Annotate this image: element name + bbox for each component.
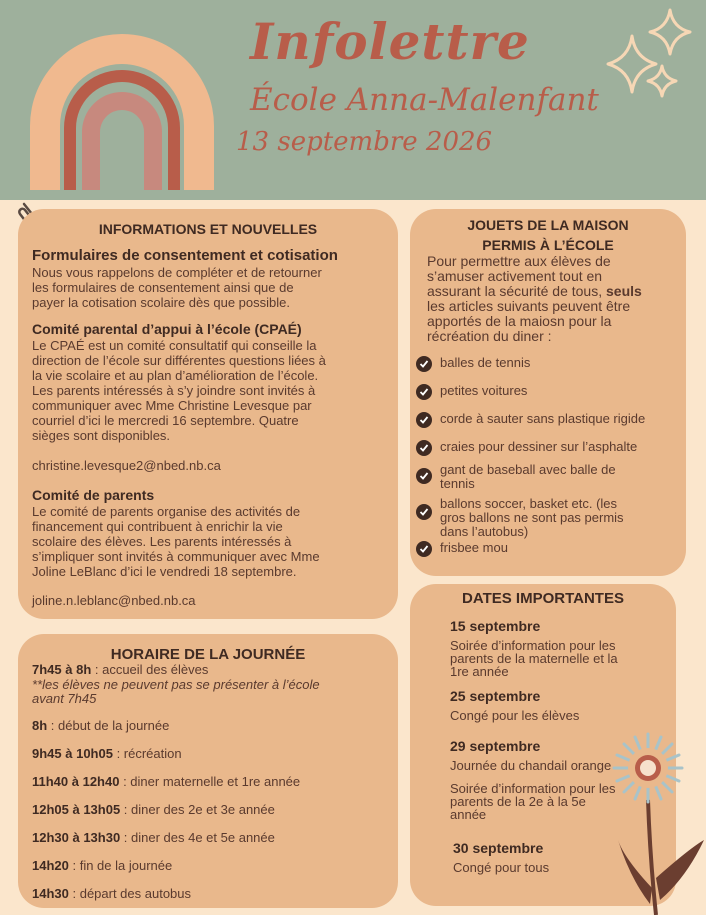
date-desc-line: 1re année xyxy=(450,664,509,679)
consent-text-line: Nous vous rappelons de compléter et de retourner xyxy=(32,265,322,280)
parents-text-line: Le comité de parents organise des activités de xyxy=(32,504,301,519)
cpae-text-line: Le CPAÉ est un comité consultatif qui conseille la xyxy=(32,338,317,353)
toys-intro-text: assurant la sécurité de tous, xyxy=(427,283,606,299)
schedule-desc: : diner maternelle et 1re année xyxy=(119,774,301,789)
schedule-row xyxy=(32,886,392,901)
toy-label-line: ballons soccer, basket etc. (les xyxy=(440,496,618,511)
cpae-text-line: la vie scolaire et au plan d’amélioration de l’école. xyxy=(32,368,319,383)
newsletter-title: Infolettre xyxy=(250,12,530,71)
date-label: 15 septembre xyxy=(450,618,541,634)
schedule-time: 12h05 à 13h05 xyxy=(32,802,121,817)
schedule-heading: HORAIRE DE LA JOURNÉE xyxy=(110,646,306,663)
toys-intro-line: les articles suivants peuvent être xyxy=(427,298,631,314)
toy-label: craies pour dessiner sur l’asphalte xyxy=(440,439,638,454)
schedule-note: avant 7h45 xyxy=(32,691,97,706)
newsletter-date: 13 septembre 2026 xyxy=(236,127,493,157)
cpae-title: Comité parental d’appui à l’école (CPAÉ) xyxy=(32,321,302,337)
schedule-desc: : fin de la journée xyxy=(68,858,173,873)
toys-intro-line: s’amuser activement tout en xyxy=(427,268,603,284)
schedule-time: 14h20 xyxy=(32,858,69,873)
checkmark-icon xyxy=(416,356,432,372)
consent-section xyxy=(32,247,396,310)
toys-heading xyxy=(410,215,686,255)
checkmark-icon xyxy=(416,468,432,484)
rainbow-icon xyxy=(24,28,220,190)
toy-label xyxy=(440,463,680,491)
toys-intro-line: Pour permettre aux élèves de xyxy=(427,253,611,269)
toy-label-line: gros ballons ne sont pas permis xyxy=(440,510,624,525)
schedule-time: 7h45 à 8h xyxy=(32,662,92,677)
date-desc-line: Soirée d’information pour les xyxy=(450,781,616,796)
schedule-row xyxy=(32,830,392,845)
checkmark-icon xyxy=(416,440,432,456)
date-label: 25 septembre xyxy=(450,688,541,704)
date-entry xyxy=(450,620,650,678)
cpae-text-line: Les parents intéressés à s’y joindre sont invités à xyxy=(32,383,316,398)
schedule-note: **les élèves ne peuvent pas se présenter à l’école xyxy=(32,677,320,692)
parents-section xyxy=(32,487,396,579)
date-entry xyxy=(450,690,650,722)
cpae-text-line: communiquer avec Mme Christine Levesque par xyxy=(32,398,312,413)
toys-intro xyxy=(427,254,677,344)
cpae-text-line: direction de l’école sur différentes questions liées à xyxy=(32,353,326,368)
schedule-desc: : début de la journée xyxy=(47,718,170,733)
schedule-desc: : récréation xyxy=(112,746,182,761)
toy-label-line: tennis xyxy=(440,476,475,491)
checkmark-icon xyxy=(416,384,432,400)
schedule-time: 9h45 à 10h05 xyxy=(32,746,113,761)
toys-card xyxy=(410,209,686,576)
schedule-time: 11h40 à 12h40 xyxy=(32,774,120,789)
parents-text-line: scolaire des élèves. Les parents intéressés à xyxy=(32,534,292,549)
cpae-email[interactable]: christine.levesque2@nbed.nb.ca xyxy=(32,458,221,473)
parents-text-line: financement qui contribuent à enrichir la vie xyxy=(32,519,283,534)
date-desc-line: parents de la maternelle et la xyxy=(450,651,618,666)
consent-text-line: payer la cotisation scolaire dès que possible. xyxy=(32,295,290,310)
toy-label-line: gant de baseball avec balle de xyxy=(440,462,616,477)
schedule-time: 14h30 xyxy=(32,886,69,901)
checkmark-icon xyxy=(416,412,432,428)
parents-email[interactable]: joline.n.leblanc@nbed.nb.ca xyxy=(32,593,196,608)
sparkles-icon xyxy=(600,6,700,106)
consent-title: Formulaires de consentement et cotisation xyxy=(32,247,338,264)
parents-text-line: s’impliquer sont invités à communiquer avec Mme xyxy=(32,549,320,564)
schedule-row xyxy=(32,662,392,677)
checkmark-icon xyxy=(416,541,432,557)
schedule-row xyxy=(32,718,392,733)
toy-label: corde à sauter sans plastique rigide xyxy=(440,411,646,426)
toys-heading-line: PERMIS À L’ÉCOLE xyxy=(482,237,614,253)
checkmark-icon xyxy=(416,504,432,520)
date-desc-line: Soirée d’information pour les xyxy=(450,638,616,653)
date-desc-line: parents de la 2e à la 5e xyxy=(450,794,586,809)
date-desc-line: Congé pour les élèves xyxy=(450,708,580,723)
schedule-time: 12h30 à 13h30 xyxy=(32,830,121,845)
school-name: École Anna-Malenfant xyxy=(250,82,599,118)
info-card xyxy=(18,209,398,619)
toys-intro-line: récréation du diner : xyxy=(427,328,552,344)
dates-heading: DATES IMPORTANTES xyxy=(462,590,624,607)
parents-title: Comité de parents xyxy=(32,487,155,503)
toys-heading-line: JOUETS DE LA MAISON xyxy=(467,217,629,233)
date-desc-line: année xyxy=(450,807,487,822)
toys-intro-line: apportés de la maiosn pour la xyxy=(427,313,612,329)
toy-label: balles de tennis xyxy=(440,355,531,370)
info-heading: INFORMATIONS ET NOUVELLES xyxy=(98,221,318,237)
toy-label xyxy=(440,497,680,539)
date-label: 29 septembre xyxy=(450,738,541,754)
schedule-row xyxy=(32,858,392,873)
schedule-row xyxy=(32,802,392,817)
cpae-text-line: sièges sont disponibles. xyxy=(32,428,171,443)
parents-text-line: Joline LeBlanc d’ici le vendredi 18 septembre. xyxy=(32,564,297,579)
schedule-card xyxy=(18,634,398,908)
toys-intro-line xyxy=(427,284,677,299)
schedule-desc: : diner des 4e et 5e année xyxy=(120,830,275,845)
toy-label-line: dans l’autobus) xyxy=(440,524,529,539)
schedule-row xyxy=(32,774,392,789)
schedule-time: 8h xyxy=(32,718,48,733)
toy-label: frisbee mou xyxy=(440,540,508,555)
cpae-text-line: courriel d’ici le mercredi 16 septembre. Quatre xyxy=(32,413,299,428)
date-label: 30 septembre xyxy=(453,840,544,856)
schedule-desc: : diner des 2e et 3e année xyxy=(120,802,275,817)
toy-label: petites voitures xyxy=(440,383,528,398)
schedule-desc: : départ des autobus xyxy=(68,886,192,901)
schedule-desc: : accueil des élèves xyxy=(91,662,209,677)
schedule-row xyxy=(32,746,392,761)
cpae-section xyxy=(32,321,396,443)
consent-text-line: les formulaires de consentement ainsi que de xyxy=(32,280,294,295)
flower-icon xyxy=(600,728,706,915)
date-desc-line: Journée du chandail orange xyxy=(450,758,612,773)
toys-intro-bold: seuls xyxy=(606,283,642,299)
date-desc-line: Congé pour tous xyxy=(453,860,550,875)
